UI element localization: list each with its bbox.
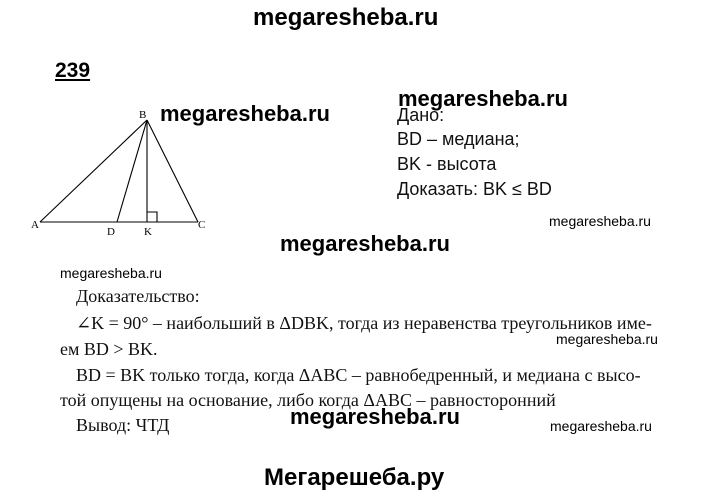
proof-line-1: ∠K = 90° – наибольший в ΔDBK, тогда из неравенства треугольников име- (76, 313, 652, 333)
footer-brand: Мегарешеба.ру (264, 464, 445, 491)
label-d: D (107, 226, 115, 238)
label-a: A (31, 219, 39, 231)
proof-conclusion: Вывод: ЧТД (76, 415, 170, 435)
given-title: Дано: (397, 105, 445, 125)
header-watermark: megaresheba.ru (253, 4, 439, 31)
watermark-lower-center: megaresheba.ru (290, 404, 460, 429)
label-b: B (139, 109, 147, 121)
watermark-near-given: megaresheba.ru (398, 86, 568, 111)
median-bd (117, 120, 147, 222)
watermark-mid-right-small: megaresheba.ru (556, 331, 658, 347)
proof-line-4: той опущены на основание, либо когда ΔABC – равносторонний (60, 390, 556, 410)
triangle-figure (28, 100, 218, 240)
watermark-right-small: megaresheba.ru (549, 213, 651, 229)
proof-line-3: BD = BK только тогда, когда ΔABC – равнобедренный, и медиана с высо- (76, 365, 641, 385)
watermark-near-b: megaresheba.ru (160, 101, 330, 126)
proof-heading: Доказательство: (76, 286, 200, 306)
side-ab (40, 120, 147, 222)
given-prove: Доказать: BK ≤ BD (397, 179, 552, 199)
proof-line-2: ем BD > BK. (60, 339, 158, 359)
watermark-center: megaresheba.ru (280, 231, 450, 256)
problem-number: 239 (55, 59, 91, 82)
side-bc (147, 120, 198, 222)
right-angle-mark (147, 212, 157, 222)
label-k: K (144, 226, 152, 238)
given-line-1: BD – медиана; (397, 129, 520, 149)
given-line-2: BK - высота (397, 154, 497, 174)
label-c: C (198, 219, 206, 231)
watermark-left-small: megaresheba.ru (60, 265, 162, 281)
watermark-lower-right-small: megaresheba.ru (550, 418, 652, 434)
